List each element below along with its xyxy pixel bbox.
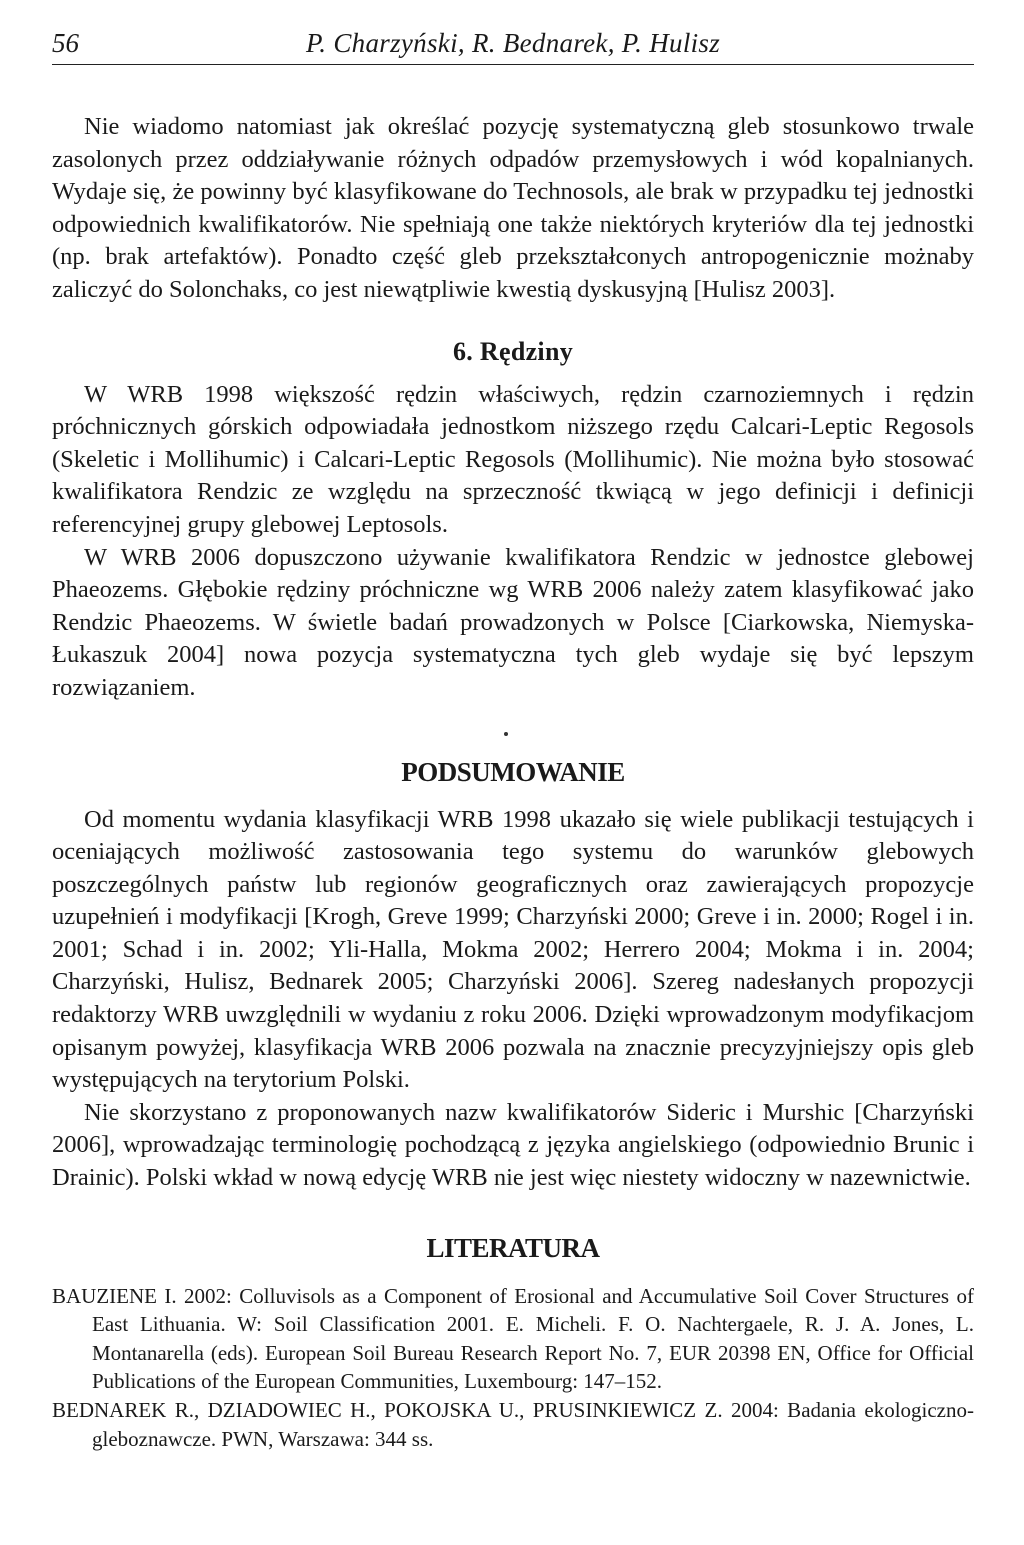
running-header	[52, 20, 974, 65]
rendziny-paragraph-2: W WRB 2006 dopuszczono używanie kwalifikatora Rendzic w jednostce glebowej Phaeozems. Głębokie rędziny próchniczne wg WRB 2006 należy zatem klasyfikować jako Rendzic Phaeozems. W świetle badań prowadzonych w Polsce [Ciarkowska, Niemyska-Łukaszuk 2004] nowa pozycja systematyczna tych gleb wydaje się być lepszym rozwiązaniem.	[52, 543, 974, 701]
section-title-literature: LITERATURA	[426, 1232, 600, 1263]
running-header-authors: P. Charzyński, R. Bednarek, P. Hulisz	[305, 28, 721, 58]
rendziny-paragraph-1: W WRB 1998 większość rędzin właściwych, rędzin czarnoziemnych i rędzin próchnicznych górskich odpowiadała jednostkom niższego rzędu Calcari-Leptic Regosols (Skeletic i Mollihumic) i Calcari-Leptic Regosols (Mollihumic). Nie można było stosować kwalifikatora Rendzic ze względu na sprzeczność tkwiącą w jego definicji i definicji referencyjnej grupy glebowej Leptosols.	[52, 380, 974, 538]
page-number: 56	[52, 28, 79, 58]
section-title-summary: PODSUMOWANIE	[401, 756, 625, 787]
intro-paragraph: Nie wiadomo natomiast jak określać pozycję systematyczną gleb stosunkowo trwale zasolonych przez oddziaływanie różnych odpadów przemysłowych i wód kopalnianych. Wydaje się, że powinny być klasyfikowane do Technosols, ale brak w przypadku tej jednostki odpowiednich kwalifikatorów. Nie spełniają one także niektórych kryteriów dla tej jednostki (np. brak artefaktów). Ponadto część gleb przekształconych antropogenicznie możnaby zaliczyć do Solonchaks, co jest niewątpliwie kwestią dyskusyjną [Hulisz 2003].	[52, 113, 974, 303]
summary-paragraph-2: Nie skorzystano z proponowanych nazw kwalifikatorów Sideric i Murshic [Charzyński 2006], wprowadzając terminologię pochodzącą z języka angielskiego (odpowiednio Brunic i Drainic). Polski wkład w nową edycję WRB nie jest więc niestety widoczny w nazewnictwie.	[52, 1098, 974, 1192]
decorative-dot	[504, 732, 508, 736]
reference-item-1: BAUZIENE I. 2002: Colluvisols as a Component of Erosional and Accumulative Soil Cover Structures of East Lithuania. W: Soil Classification 2001. E. Micheli. F. O. Nachtergaele, R. J. A. Jones, L. Montanarella (eds). European Soil Bureau Research Report No. 7, EUR 20398 EN, Office for Official Publications of the European Communities, Luxembourg: 147–152.	[52, 1283, 974, 1394]
document-page	[52, 20, 974, 1453]
reference-item-2: BEDNAREK R., DZIADOWIEC H., POKOJSKA U., PRUSINKIEWICZ Z. 2004: Badania ekologiczno-gleboznawcze. PWN, Warszawa: 344 ss.	[52, 1398, 974, 1451]
summary-paragraph-1: Od momentu wydania klasyfikacji WRB 1998 ukazało się wiele publikacji testujących i oceniających możliwość zastosowania tego systemu do warunków glebowych poszczególnych państw lub regionów geograficznych oraz zawierających propozycje uzupełnień i modyfikacji [Krogh, Greve 1999; Charzyński 2000; Greve i in. 2000; Rogel i in. 2001; Schad i in. 2002; Yli-Halla, Mokma 2002; Herrero 2004; Mokma i in. 2004; Charzyński, Hulisz, Bednarek 2005; Charzyński 2006]. Szereg nadesłanych propozycji redaktorzy WRB uwzględnili w wydaniu z roku 2006. Dzięki wprowadzonym modyfikacjom opisanym powyżej, klasyfikacja WRB 2006 pozwala na znacznie precyzyjniejszy opis gleb występujących na terytorium Polski.	[52, 805, 974, 1094]
section-title-rendziny: 6. Rędziny	[453, 336, 573, 366]
